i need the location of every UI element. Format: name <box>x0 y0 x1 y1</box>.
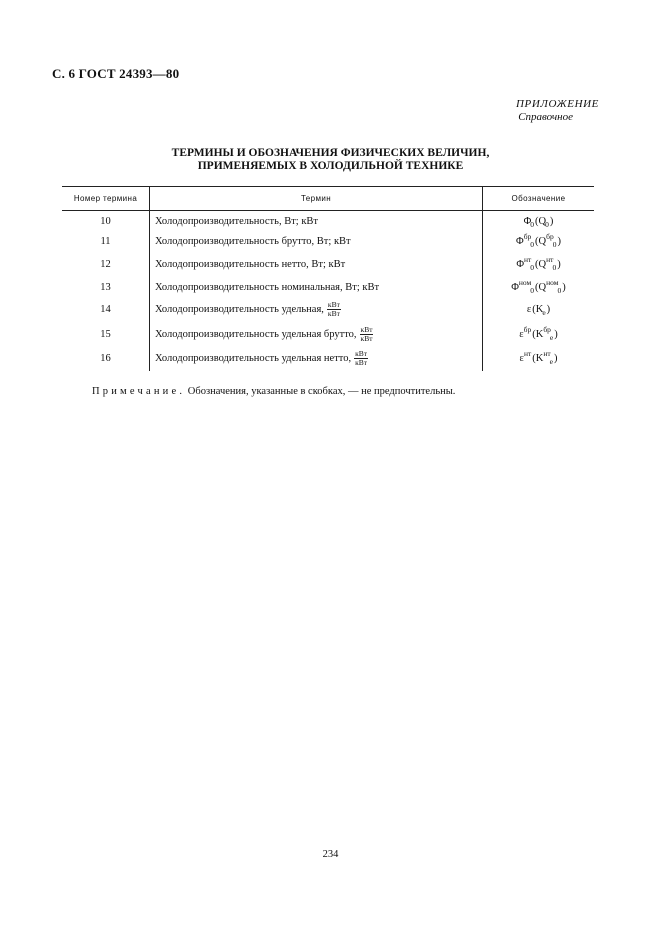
term-number: 14 <box>100 303 111 315</box>
symbol-alt <box>535 324 554 342</box>
term-number: 15 <box>100 328 111 340</box>
table-row <box>62 322 594 347</box>
unit-numerator: кВт <box>360 324 373 334</box>
term-cell <box>150 347 483 371</box>
symbol-main <box>519 324 532 340</box>
symbol-main-base: ε <box>519 328 524 340</box>
symbol-main-base: ε <box>519 353 524 364</box>
term-cell <box>150 322 483 347</box>
title-line-2: ПРИМЕНЯЕМЫХ В ХОЛОДИЛЬНОЙ ТЕХНИКЕ <box>197 160 464 172</box>
symbol-close-paren: ) <box>546 303 551 315</box>
term-text: Холодопроизводительность нетто, Вт; кВт <box>155 258 346 270</box>
symbol-alt <box>538 216 549 230</box>
symbol-close-paren: ) <box>562 281 566 293</box>
unit-denominator: кВт <box>327 308 340 318</box>
symbol-alt-subscript: e <box>549 332 554 342</box>
symbol-alt-base: Q <box>538 236 547 247</box>
symbol-close-paren: ) <box>554 328 558 340</box>
symbol-main-superscript: нт <box>523 349 532 358</box>
symbol-main-subscript: 0 <box>530 220 535 230</box>
unit-numerator: кВт <box>327 299 340 309</box>
symbol-alt-subscript: 0 <box>557 285 562 295</box>
table-row <box>62 211 594 233</box>
term-text: Холодопроизводительность удельная брутто, <box>155 328 357 340</box>
symbol-alt <box>535 349 553 366</box>
unit-fraction <box>354 350 368 367</box>
symbol-main <box>523 216 535 230</box>
symbol-main-base: ε <box>526 303 532 315</box>
symbol-main-subscript: 0 <box>530 262 535 272</box>
symbol-cell <box>483 322 595 347</box>
symbol-alt-superscript: бр <box>546 232 554 241</box>
symbol-main <box>527 304 531 315</box>
symbol-cell <box>483 278 595 297</box>
document-title <box>0 147 661 173</box>
symbol-alt-superscript: ном <box>546 277 559 287</box>
table-row <box>62 347 594 371</box>
term-cell <box>150 233 483 251</box>
table-row <box>62 297 594 322</box>
table-row <box>62 251 594 278</box>
note-text: Обозначения, указанные в скобках, — не предпочтительны. <box>187 386 456 397</box>
column-header-number: Номер термина <box>62 187 150 211</box>
symbol-main-base: Φ <box>516 258 524 270</box>
symbol-close-paren: ) <box>557 236 561 247</box>
unit-denominator: кВт <box>355 358 368 367</box>
term-text: Холодопроизводительность удельная нетто, <box>155 352 352 364</box>
symbol-open-paren: ( <box>535 281 539 293</box>
symbol-close-paren: ) <box>553 353 558 364</box>
symbol-alt <box>536 304 546 315</box>
unit-denominator: кВт <box>360 333 373 343</box>
symbol-alt-subscript: 0 <box>545 220 549 230</box>
term-text: Холодопроизводительность номинальная, Вт; кВт <box>155 281 380 293</box>
symbol-open-paren: ( <box>535 216 539 228</box>
term-text: Холодопроизводительность удельная, <box>155 303 324 315</box>
symbol-alt-base: K <box>535 303 544 315</box>
table-header-row <box>62 187 594 211</box>
term-text: Холодопроизводительность брутто, Вт; кВт <box>155 236 351 247</box>
symbol-open-paren: ( <box>532 353 536 364</box>
column-header-term: Термин <box>150 187 483 211</box>
appendix-label <box>516 98 599 123</box>
page-number: 234 <box>322 849 339 860</box>
appendix-title: ПРИЛОЖЕНИЕ <box>516 98 599 110</box>
symbol-cell <box>483 251 595 278</box>
symbol-alt-subscript: 0 <box>552 240 557 249</box>
symbol-main-subscript: 0 <box>530 240 535 249</box>
symbol-main <box>519 349 532 364</box>
note-label: Примечание. <box>92 386 186 397</box>
symbol-main-subscript: 0 <box>530 285 535 295</box>
term-number: 12 <box>100 258 111 270</box>
symbol-main-superscript: бр <box>523 232 532 241</box>
title-line-1: ТЕРМИНЫ И ОБОЗНАЧЕНИЯ ФИЗИЧЕСКИХ ВЕЛИЧИН, <box>171 147 490 159</box>
symbol-main-superscript: бр <box>523 324 532 334</box>
symbol-alt <box>538 254 557 272</box>
symbol-alt-base: Q <box>538 216 547 228</box>
symbol-alt-superscript: нт <box>546 254 554 264</box>
symbol-cell <box>483 297 595 322</box>
symbol-main-superscript: нт <box>524 254 532 264</box>
unit-numerator: кВт <box>355 349 368 358</box>
term-cell <box>150 251 483 278</box>
symbol-alt-subscript: 0 <box>552 262 557 272</box>
unit-fraction <box>327 301 341 318</box>
appendix-type: Справочное <box>518 111 573 123</box>
symbol-main-base: Φ <box>523 216 532 228</box>
symbol-cell <box>483 233 595 251</box>
table-row <box>62 278 594 297</box>
symbol-open-paren: ( <box>535 236 539 247</box>
symbol-alt-superscript: нт <box>543 349 551 358</box>
symbol-alt-subscript: e <box>542 307 546 317</box>
table-body <box>62 211 594 371</box>
symbol-main-base: Φ <box>511 281 519 293</box>
note <box>92 386 455 397</box>
symbol-open-paren: ( <box>532 303 536 315</box>
symbol-open-paren: ( <box>532 328 536 340</box>
column-header-symbol: Обозначение <box>483 187 595 211</box>
symbol-alt-superscript: бр <box>543 324 551 334</box>
term-number: 13 <box>100 281 111 293</box>
term-cell <box>150 297 483 322</box>
symbol-alt-subscript: e <box>549 357 553 366</box>
symbol-open-paren: ( <box>535 258 539 270</box>
symbol-alt <box>538 277 562 295</box>
symbol-alt-base: Q <box>538 258 547 270</box>
symbol-cell <box>483 347 595 371</box>
symbol-cell <box>483 211 595 233</box>
symbol-main <box>516 232 535 249</box>
symbol-alt-base: K <box>535 353 544 364</box>
term-cell <box>150 211 483 233</box>
term-number: 16 <box>100 353 111 364</box>
table-row <box>62 233 594 251</box>
symbol-alt-base: Q <box>538 281 547 293</box>
unit-fraction <box>360 326 374 343</box>
symbol-main <box>516 254 535 272</box>
symbol-main <box>511 277 535 295</box>
term-cell <box>150 278 483 297</box>
symbol-close-paren: ) <box>557 258 561 270</box>
symbol-main-superscript: ном <box>518 277 532 287</box>
term-number: 11 <box>100 236 111 247</box>
terms-table <box>62 186 594 371</box>
symbol-main-base: Φ <box>516 236 524 247</box>
term-text: Холодопроизводительность, Вт; кВт <box>155 216 319 228</box>
page-header: С. 6 ГОСТ 24393—80 <box>52 66 180 81</box>
symbol-alt-base: K <box>535 328 544 340</box>
term-number: 10 <box>100 216 111 228</box>
symbol-close-paren: ) <box>549 216 554 228</box>
symbol-alt <box>538 232 557 249</box>
